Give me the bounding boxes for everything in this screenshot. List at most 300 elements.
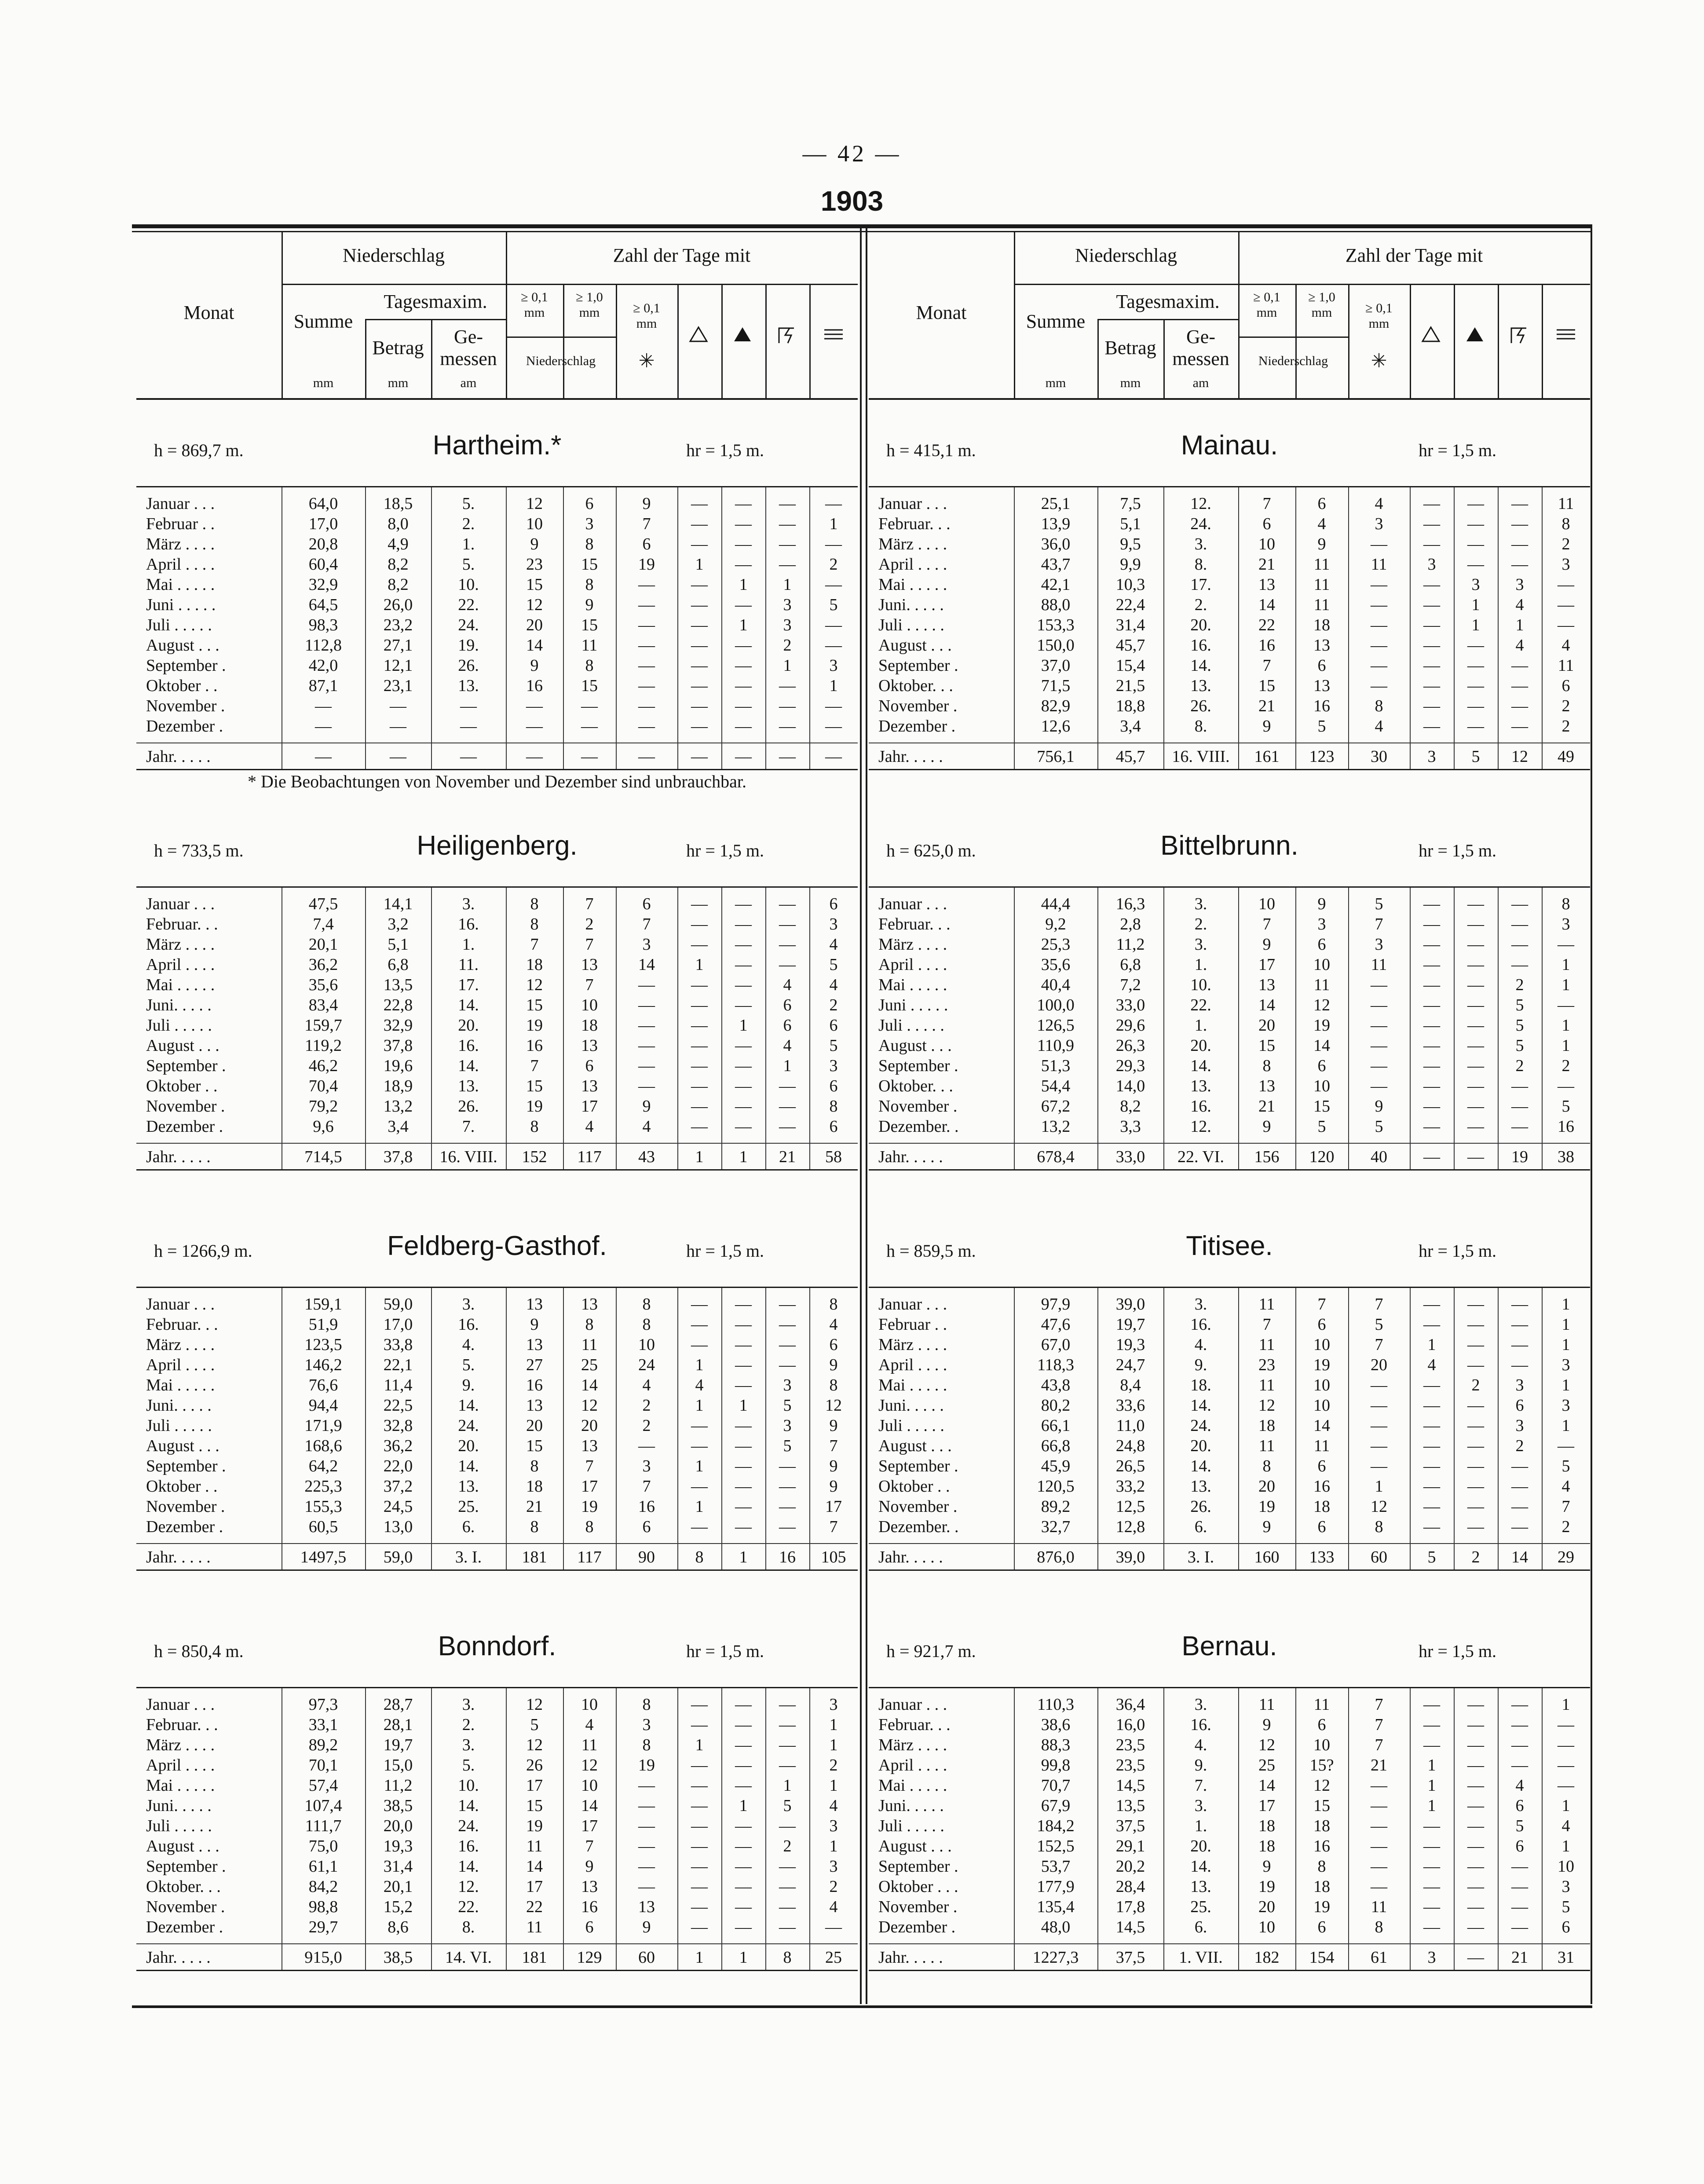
station-table [869, 886, 1590, 1171]
table-cell: 3,4 [1120, 717, 1141, 735]
table-cell: 3 [1427, 1948, 1436, 1967]
header-mm-10: mm [1311, 305, 1332, 320]
table-cell: — [825, 747, 842, 766]
table-cell: 1 [695, 1457, 704, 1475]
table-cell: 12 [1313, 1776, 1330, 1795]
table-cell: — [735, 1117, 752, 1136]
month-label: September . [146, 1857, 226, 1876]
table-cell: 5 [1561, 1097, 1570, 1116]
table-cell: 12,1 [383, 656, 413, 675]
table-cell: — [1558, 1716, 1574, 1734]
table-cell: 18,9 [383, 1077, 413, 1095]
table-cell: 20,8 [308, 535, 338, 553]
table-cell: — [735, 1776, 752, 1795]
table-row-jahr [136, 1143, 858, 1170]
table-cell: 42,1 [1041, 575, 1071, 594]
month-label: November . [146, 1898, 225, 1916]
header-rule [677, 284, 679, 398]
table-cell: 1 [1561, 1036, 1570, 1055]
table-cell: — [825, 697, 842, 715]
table-cell: 23,2 [383, 616, 413, 634]
table-cell: 1 [739, 1948, 748, 1967]
station-name: Hartheim.* [432, 430, 562, 461]
table-cell: 11,4 [384, 1376, 413, 1394]
table-cell: — [779, 1695, 796, 1714]
table-cell: — [1511, 555, 1528, 574]
month-label: Jahr. . . . . [146, 1948, 211, 1967]
table-cell: 2. [1194, 596, 1207, 614]
table-cell: 8 [829, 1295, 838, 1313]
table-cell: 1 [1561, 1315, 1570, 1334]
table-row-jahr [869, 1943, 1590, 1971]
month-label: Jahr. . . . . [146, 1548, 211, 1566]
table-row [869, 1456, 1590, 1476]
table-cell: 1 [1427, 1796, 1436, 1815]
table-cell: 150,0 [1037, 636, 1075, 655]
table-cell: 4. [1194, 1335, 1207, 1354]
table-cell: 6. [462, 1518, 475, 1536]
table-row [869, 615, 1590, 635]
table-cell: 11 [526, 1837, 543, 1855]
table-cell: 31 [1558, 1948, 1574, 1967]
table-cell: 21 [1511, 1948, 1528, 1967]
table-cell: 1 [1561, 1416, 1570, 1435]
table-row-jahr [869, 743, 1590, 770]
table-cell: 5. [462, 494, 475, 513]
table-cell: 9 [1317, 535, 1326, 553]
header-niederschlag: Niederschlag [342, 245, 445, 266]
page-number: — 42 — [802, 140, 902, 167]
table-cell: — [1511, 1736, 1528, 1754]
month-label: Jahr. . . . . [146, 1148, 211, 1166]
table-cell: 17 [825, 1497, 842, 1516]
table-cell: 8,0 [388, 515, 409, 533]
table-cell: 60,5 [308, 1518, 338, 1536]
year-heading: 1903 [820, 185, 884, 217]
table-cell: — [691, 895, 708, 913]
table-cell: — [638, 996, 655, 1014]
table-cell: 16. VIII. [1172, 747, 1230, 766]
table-cell: — [1371, 976, 1387, 994]
table-cell: — [691, 1077, 708, 1095]
table-cell: 13 [1258, 976, 1275, 994]
table-cell: 4 [1317, 515, 1326, 533]
table-cell: — [1371, 1877, 1387, 1896]
table-cell: 10 [1313, 1077, 1330, 1095]
table-row [869, 995, 1590, 1015]
table-cell: — [1423, 1097, 1440, 1116]
table-cell: 1 [739, 1396, 748, 1415]
table-cell: 57,4 [308, 1776, 338, 1795]
table-cell: — [1467, 656, 1484, 675]
table-cell: 1. [1194, 1016, 1207, 1035]
month-label: Juli . . . . . [146, 1817, 212, 1835]
table-cell: 10 [1313, 1736, 1330, 1754]
table-cell: — [1467, 1756, 1484, 1774]
station-block-heiligenberg [136, 798, 858, 1199]
table-cell: — [779, 717, 796, 735]
table-cell: 156 [1254, 1148, 1280, 1166]
table-cell: 16,3 [1115, 895, 1145, 913]
table-cell: 3 [1515, 575, 1524, 594]
table-cell: — [1423, 717, 1440, 735]
table-cell: 13 [1313, 677, 1330, 695]
month-label: Januar . . . [146, 1695, 215, 1714]
table-row [136, 635, 858, 655]
table-cell: 15,0 [383, 1756, 413, 1774]
station-table [136, 886, 858, 1171]
station-elevation: h = 625,0 m. [886, 841, 976, 860]
table-cell: — [779, 515, 796, 533]
table-cell: 38,5 [383, 1796, 413, 1815]
month-label: Dezember . [146, 1918, 223, 1936]
table-cell: 8 [1375, 697, 1383, 715]
table-cell: — [1371, 1776, 1387, 1795]
right-half [869, 231, 1590, 2001]
table-cell: 2 [585, 915, 594, 933]
table-cell: 19 [526, 1817, 543, 1835]
table-cell: 5 [530, 1716, 539, 1734]
table-cell: 1 [1561, 955, 1570, 974]
table-cell: 18 [1313, 616, 1330, 634]
table-cell: — [1467, 636, 1484, 655]
table-cell: 181 [522, 1948, 547, 1967]
table-cell: — [691, 1057, 708, 1075]
table-cell: 20 [1258, 1016, 1275, 1035]
table-row [869, 1856, 1590, 1877]
table-cell: — [1371, 1857, 1387, 1876]
table-row [136, 1836, 858, 1856]
table-cell: 11 [581, 1736, 598, 1754]
table-cell: 20 [526, 1416, 543, 1435]
table-cell: — [1467, 1736, 1484, 1754]
table-cell: 98,3 [308, 616, 338, 634]
table-cell: 24. [1190, 515, 1211, 533]
table-cell: 21 [1258, 697, 1275, 715]
table-row [869, 1015, 1590, 1035]
month-label: Oktober . . [878, 1477, 950, 1496]
table-cell: 14. [1190, 1057, 1211, 1075]
table-cell: — [779, 1097, 796, 1116]
table-cell: 160 [1254, 1548, 1280, 1566]
table-cell: — [1423, 1477, 1440, 1496]
table-cell: 22. VI. [1177, 1148, 1224, 1166]
table-cell: — [825, 535, 842, 553]
table-cell: 88,0 [1041, 596, 1071, 614]
table-cell: — [638, 697, 655, 715]
table-row [869, 975, 1590, 995]
month-label: November . [146, 697, 225, 715]
table-cell: 2 [1471, 1548, 1480, 1566]
table-cell: — [638, 1837, 655, 1855]
table-cell: 36,0 [1041, 535, 1071, 553]
table-cell: 1 [783, 1776, 792, 1795]
table-cell: 20 [526, 616, 543, 634]
table-cell: 11 [1313, 1695, 1330, 1714]
table-cell: — [1467, 1877, 1484, 1896]
table-cell: — [638, 1057, 655, 1075]
table-cell: 12 [1258, 1736, 1275, 1754]
table-row [136, 1496, 858, 1517]
table-row [136, 1715, 858, 1735]
station-footnote: * Die Beobachtungen von November und Dezember sind unbrauchbar. [247, 772, 747, 791]
table-cell: 17 [581, 1817, 598, 1835]
table-row [136, 1517, 858, 1537]
table-cell: 9 [585, 1857, 594, 1876]
table-cell: 16,0 [1115, 1716, 1145, 1734]
table-cell: — [1423, 996, 1440, 1014]
month-label: März . . . . [878, 1335, 947, 1354]
table-cell: 60 [1371, 1548, 1387, 1566]
station-gauge-height: hr = 1,5 m. [1419, 841, 1496, 860]
table-cell: 10 [1313, 1335, 1330, 1354]
table-cell: — [638, 1036, 655, 1055]
table-cell: 22,0 [383, 1457, 413, 1475]
table-cell: 22 [1258, 616, 1275, 634]
table-cell: 19 [526, 1097, 543, 1116]
table-row [136, 1775, 858, 1796]
table-cell: 5 [1317, 1117, 1326, 1136]
table-cell: 43,7 [1041, 555, 1071, 574]
table-row [136, 1877, 858, 1897]
table-cell: — [779, 1716, 796, 1734]
table-cell: — [1467, 515, 1484, 533]
table-cell: 3 [829, 1695, 838, 1714]
table-cell: 4 [585, 1716, 594, 1734]
table-cell: 7 [1375, 915, 1383, 933]
header-ge-10: ≥ 1,0 [1308, 290, 1335, 304]
table-cell: 14,1 [383, 895, 413, 913]
table-row [136, 955, 858, 975]
table-cell: 32,9 [383, 1016, 413, 1035]
table-cell: 152,5 [1037, 1837, 1075, 1855]
table-cell: — [691, 1416, 708, 1435]
table-cell: 89,2 [1041, 1497, 1071, 1516]
table-cell: 15 [526, 1437, 543, 1455]
table-cell: 26,0 [383, 596, 413, 614]
table-cell: 9 [829, 1477, 838, 1496]
month-label: Juni . . . . . [146, 596, 216, 614]
table-cell: 13 [1258, 575, 1275, 594]
table-cell: 19 [1511, 1148, 1528, 1166]
table-cell: — [460, 747, 477, 766]
table-cell: 32,9 [308, 575, 338, 594]
sleet-icon [1465, 326, 1485, 345]
table-cell: 15 [581, 677, 598, 695]
table-cell: 19,3 [1115, 1335, 1145, 1354]
table-cell: — [779, 677, 796, 695]
table-cell: 60,4 [308, 555, 338, 574]
table-cell: 14 [1258, 596, 1275, 614]
table-cell: 37,8 [383, 1036, 413, 1055]
table-cell: 11 [1558, 494, 1574, 513]
table-cell: — [1467, 935, 1484, 954]
table-cell: 10 [1258, 1918, 1275, 1936]
table-cell: — [735, 1356, 752, 1374]
header-betrag: Betrag [1104, 337, 1156, 359]
table-cell: 20,1 [308, 935, 338, 954]
table-cell: 2 [1561, 535, 1570, 553]
table-cell: 60 [638, 1948, 655, 1967]
table-cell: 22. [458, 1898, 479, 1916]
table-cell: — [1423, 515, 1440, 533]
table-cell: 8 [1561, 895, 1570, 913]
month-label: Juli . . . . . [878, 616, 944, 634]
table-cell: 13. [458, 1077, 479, 1095]
table-cell: 8 [530, 895, 539, 913]
table-cell: — [1467, 976, 1484, 994]
table-row [869, 554, 1590, 574]
table-row [869, 1395, 1590, 1416]
table-cell: — [735, 1518, 752, 1536]
table-cell: 10 [1313, 955, 1330, 974]
table-cell: 3. [1194, 1695, 1207, 1714]
table-cell: 2 [829, 1877, 838, 1896]
month-label: September . [878, 1057, 958, 1075]
table-cell: 20. [1190, 1837, 1211, 1855]
table-cell: — [779, 955, 796, 974]
table-cell: 98,8 [308, 1898, 338, 1916]
table-cell: 3 [783, 616, 792, 634]
table-cell: 3 [1515, 1416, 1524, 1435]
table-cell: — [1558, 1736, 1574, 1754]
table-cell: — [1371, 1396, 1387, 1415]
table-cell: 4 [1515, 636, 1524, 655]
header-mm-10: mm [579, 305, 600, 320]
table-cell: 4 [1375, 494, 1383, 513]
table-cell: 99,8 [1041, 1756, 1071, 1774]
table-cell: 4 [1515, 596, 1524, 614]
table-cell: 2 [1561, 1057, 1570, 1075]
station-name: Titisee. [1186, 1231, 1273, 1261]
table-cell: 168,6 [304, 1437, 342, 1455]
table-cell: 18 [1313, 1817, 1330, 1835]
table-cell: 1 [829, 515, 838, 533]
table-cell: 7 [642, 1477, 651, 1496]
table-cell: 1 [739, 575, 748, 594]
header-rule [506, 337, 616, 338]
table-cell: 3. [1194, 1295, 1207, 1313]
month-label: September . [878, 1857, 958, 1876]
table-cell: — [735, 996, 752, 1014]
table-row [136, 696, 858, 716]
table-cell: 24,5 [383, 1497, 413, 1516]
month-label: Mai . . . . . [146, 976, 215, 994]
header-mm-01: mm [524, 305, 545, 320]
table-cell: — [1511, 1477, 1528, 1496]
table-cell: 6 [829, 1077, 838, 1095]
month-label: Juni. . . . . [878, 1396, 944, 1415]
header-betrag: Betrag [372, 337, 424, 359]
table-cell: — [1511, 656, 1528, 675]
table-cell: — [1511, 955, 1528, 974]
table-cell: — [691, 596, 708, 614]
table-cell: 3. [1194, 1796, 1207, 1815]
table-cell: 7 [829, 1518, 838, 1536]
table-cell: 12 [526, 976, 543, 994]
table-cell: 9 [530, 656, 539, 675]
table-cell: 120 [1309, 1148, 1335, 1166]
month-label: Januar . . . [878, 494, 947, 513]
table-cell: — [1511, 1716, 1528, 1734]
table-row [136, 1436, 858, 1456]
table-cell: 6 [585, 494, 594, 513]
table-cell: 16. [458, 1837, 479, 1855]
table-cell: 8 [1561, 515, 1570, 533]
month-label: Mai . . . . . [878, 1776, 947, 1795]
month-label: März . . . . [146, 935, 215, 954]
table-cell: — [825, 494, 842, 513]
table-row [869, 1735, 1590, 1755]
table-cell: — [1423, 1036, 1440, 1055]
table-row [869, 955, 1590, 975]
table-cell: 16 [1313, 697, 1330, 715]
table-cell: 53,7 [1041, 1857, 1071, 1876]
table-cell: 12. [458, 1877, 479, 1896]
table-cell: 9 [1262, 1117, 1271, 1136]
table-row [869, 655, 1590, 676]
table-cell: 14. [1190, 1857, 1211, 1876]
table-cell: 3 [1317, 915, 1326, 933]
header-mm-betrag: mm [1120, 376, 1141, 390]
right-border [1591, 224, 1592, 2004]
table-cell: 4 [1427, 1356, 1436, 1374]
table-cell: 8 [642, 1736, 651, 1754]
table-cell: — [691, 677, 708, 695]
table-cell: 2 [1471, 1376, 1480, 1394]
table-cell: 4 [829, 1315, 838, 1334]
table-cell: 11 [1371, 955, 1387, 974]
station-block-mainau [869, 398, 1590, 798]
table-cell: — [1558, 1437, 1574, 1455]
month-label: Juli . . . . . [878, 1016, 944, 1035]
table-cell: — [735, 1898, 752, 1916]
table-cell: — [638, 596, 655, 614]
month-label: März . . . . [146, 535, 215, 553]
table-row [136, 1917, 858, 1937]
table-cell: 4 [1561, 636, 1570, 655]
table-cell: 12 [526, 1736, 543, 1754]
table-cell: — [638, 1796, 655, 1815]
table-cell: 7. [462, 1117, 475, 1136]
month-label: Juni. . . . . [878, 596, 944, 614]
hail-icon [688, 326, 709, 345]
table-cell: 184,2 [1037, 1817, 1075, 1835]
table-row [869, 1416, 1590, 1436]
table-cell: 15 [526, 575, 543, 594]
table-row [136, 1116, 858, 1137]
table-cell: — [735, 1477, 752, 1496]
table-cell: 12 [581, 1756, 598, 1774]
table-cell: 10. [1190, 976, 1211, 994]
table-cell: 5 [829, 596, 838, 614]
table-cell: 16 [1558, 1117, 1574, 1136]
table-cell: 44,4 [1041, 895, 1071, 913]
table-cell: — [1423, 494, 1440, 513]
table-cell: — [691, 494, 708, 513]
table-cell: 9,9 [1120, 555, 1141, 574]
table-cell: — [1371, 1837, 1387, 1855]
table-cell: 126,5 [1037, 1016, 1075, 1035]
table-cell: — [1371, 1457, 1387, 1475]
table-cell: — [1371, 677, 1387, 695]
table-cell: 26. [458, 656, 479, 675]
table-cell: 13 [526, 1335, 543, 1354]
table-cell: — [1511, 717, 1528, 735]
station-gauge-height: hr = 1,5 m. [686, 1241, 764, 1261]
table-cell: 10 [638, 1335, 655, 1354]
table-cell: 23,5 [1115, 1736, 1145, 1754]
